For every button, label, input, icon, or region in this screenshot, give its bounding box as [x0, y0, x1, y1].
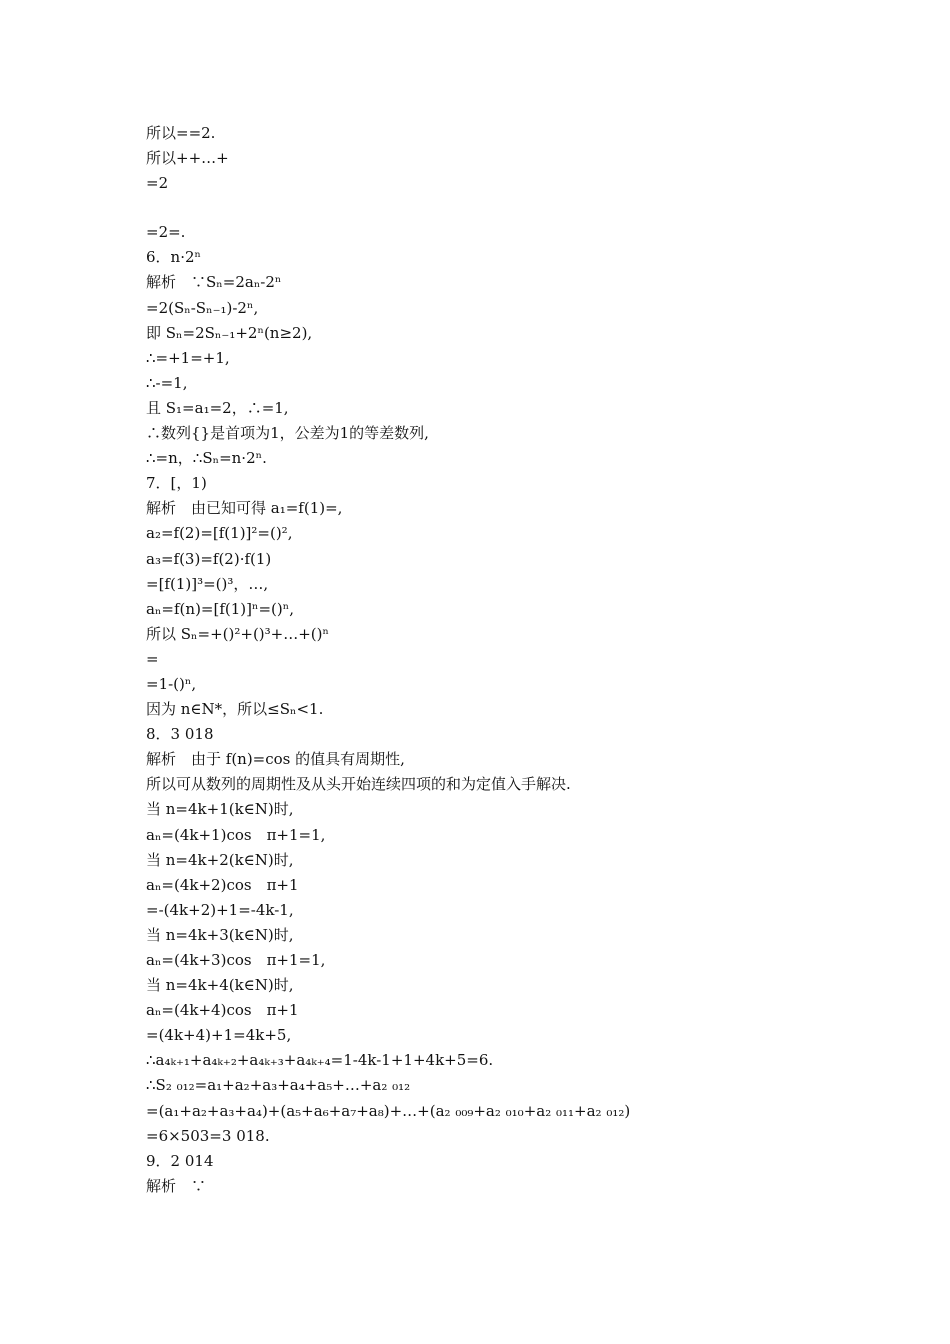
text-line: ∴=n，∴Sₙ=n·2ⁿ. — [146, 449, 267, 468]
text-line: =-(4k+2)+1=-4k-1, — [146, 900, 294, 919]
text-line: 所以 Sₙ=+()²+()³+…+()ⁿ — [146, 624, 330, 643]
text-line: aₙ=(4k+4)cos π+1 — [146, 1001, 299, 1020]
text-line: 当 n=4k+4(k∈N)时, — [146, 976, 294, 995]
text-line: aₙ=(4k+1)cos π+1=1, — [146, 825, 326, 844]
text-line: 因为 n∈N*，所以≤Sₙ<1. — [146, 700, 324, 719]
text-line: aₙ=(4k+2)cos π+1 — [146, 875, 299, 894]
blank-line — [146, 196, 866, 220]
text-line: ∴数列{}是首项为1，公差为1的等差数列, — [146, 424, 429, 443]
text-line: ∴-=1, — [146, 373, 188, 392]
text-line: 解析 由已知可得 a₁=f(1)=, — [146, 499, 343, 518]
text-line: ∴=+1=+1, — [146, 348, 230, 367]
text-line: 解析 ∵Sₙ=2aₙ-2ⁿ — [146, 273, 282, 292]
text-line: a₂=f(2)=[f(1)]²=()², — [146, 524, 293, 543]
text-line: 即 Sₙ=2Sₙ₋₁+2ⁿ(n≥2), — [146, 323, 313, 342]
text-line: 所以++…+ — [146, 149, 229, 168]
text-line: aₙ=f(n)=[f(1)]ⁿ=()ⁿ, — [146, 599, 295, 618]
text-line: 且 S₁=a₁=2，∴=1, — [146, 398, 289, 417]
text-line: =2(Sₙ-Sₙ₋₁)-2ⁿ, — [146, 298, 259, 317]
text-line: 解析 ∵ — [146, 1176, 207, 1195]
text-line: 所以==2. — [146, 124, 216, 142]
text-line: aₙ=(4k+3)cos π+1=1, — [146, 951, 326, 969]
text-line: ∴a₄ₖ₊₁+a₄ₖ₊₂+a₄ₖ₊₃+a₄ₖ₊₄=1-4k-1+1+4k+5=6. — [146, 1051, 494, 1070]
text-line: 当 n=4k+2(k∈N)时, — [146, 850, 294, 869]
text-line: 所以可从数列的周期性及从头开始连续四项的和为定值入手解决. — [146, 775, 571, 794]
answer-6-heading: 6．n·2ⁿ — [146, 248, 202, 267]
text-line: 当 n=4k+3(k∈N)时, — [146, 925, 294, 944]
text-line: 解析 由于 f(n)=cos 的值具有周期性, — [146, 750, 405, 769]
text-line: =2=. — [146, 223, 186, 242]
text-line: =(4k+4)+1=4k+5, — [146, 1026, 292, 1045]
text-line: =6×503=3 018. — [146, 1126, 270, 1145]
answer-8-heading: 8．3 018 — [146, 725, 214, 744]
text-line: =2 — [146, 174, 169, 193]
answer-9-heading: 9．2 014 — [146, 1151, 214, 1170]
text-line: 当 n=4k+1(k∈N)时, — [146, 800, 294, 819]
text-line: ∴S₂ ₀₁₂=a₁+a₂+a₃+a₄+a₅+…+a₂ ₀₁₂ — [146, 1076, 411, 1095]
text-line: =1-()ⁿ, — [146, 674, 197, 693]
answer-7-heading: 7．[，1) — [146, 474, 207, 493]
solution-text — [146, 121, 866, 1199]
text-line: =[f(1)]³=()³，…, — [146, 574, 269, 593]
text-line: =(a₁+a₂+a₃+a₄)+(a₅+a₆+a₇+a₈)+…+(a₂ ₀₀₉+a₂ ₀₁₀+a₂ ₀₁₁+a₂ ₀₁₂) — [146, 1101, 631, 1120]
text-line: = — [146, 649, 159, 668]
text-line: a₃=f(3)=f(2)·f(1) — [146, 549, 272, 568]
